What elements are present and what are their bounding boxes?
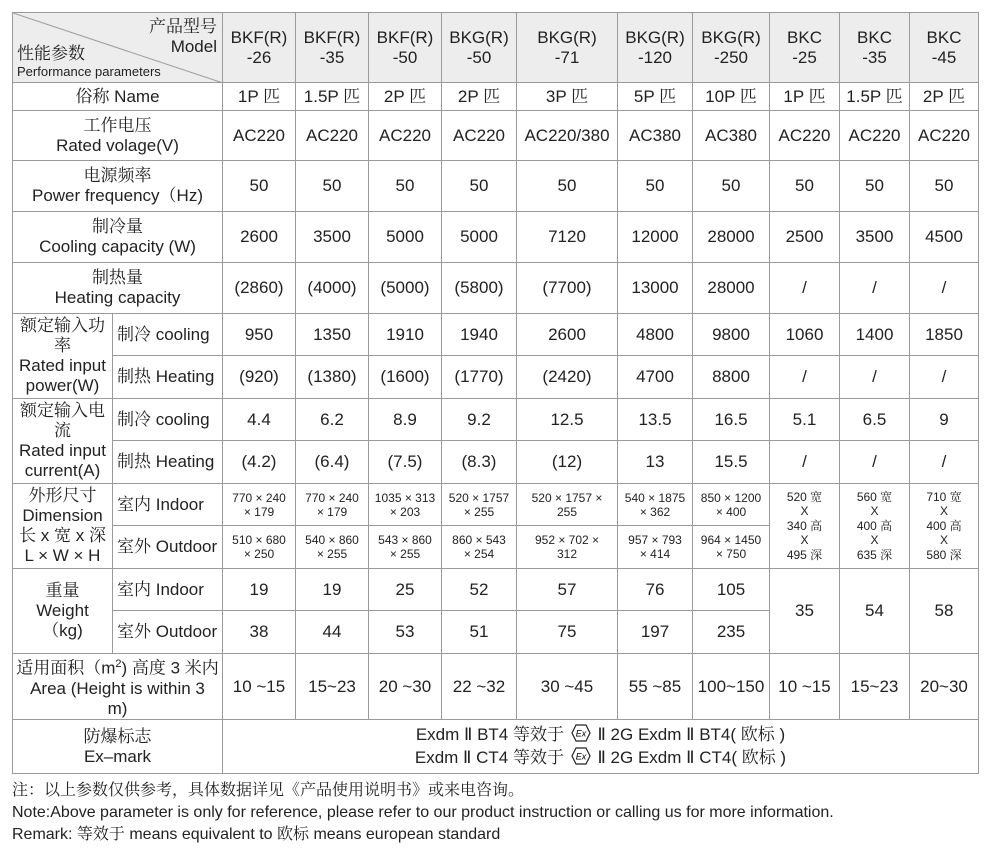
cell: AC220 xyxy=(770,111,840,161)
cell: 5000 xyxy=(369,212,442,263)
cell: (1770) xyxy=(442,356,517,399)
current-cooling-row xyxy=(13,399,979,441)
model-header: BKC -25 xyxy=(770,13,840,83)
cell: 540 × 1875 × 362 xyxy=(618,484,693,526)
model-header: BKG(R) -120 xyxy=(618,13,693,83)
row-label: 额定输入功率 Rated input power(W) xyxy=(13,314,113,399)
cell: 4700 xyxy=(618,356,693,399)
cell: 10 ~15 xyxy=(770,654,840,720)
cell: 19 xyxy=(223,569,296,611)
cell: / xyxy=(910,263,979,314)
cell: 950 xyxy=(223,314,296,356)
sub-label-outdoor: 室外 Outdoor xyxy=(113,526,223,569)
cell: 15~23 xyxy=(840,654,910,720)
cell: 770 × 240 × 179 xyxy=(223,484,296,526)
cell: AC380 xyxy=(618,111,693,161)
sub-label-indoor: 室内 Indoor xyxy=(113,569,223,611)
cell: 50 xyxy=(910,161,979,212)
cell: 30 ~45 xyxy=(517,654,618,720)
cell: 520 宽 X 340 高 X 495 深 xyxy=(770,484,840,569)
cell: 2500 xyxy=(770,212,840,263)
cell: 22 ~32 xyxy=(442,654,517,720)
exmark-cell: Exdm Ⅱ BT4 等效于 Ex Ⅱ 2G Exdm Ⅱ BT4( 欧标 ) Exdm Ⅱ CT4 等效于 Ex Ⅱ 2G Exdm Ⅱ CT4( 欧标 ) xyxy=(223,720,979,774)
cell: / xyxy=(770,441,840,484)
cell: AC220 xyxy=(840,111,910,161)
cell: 710 宽 X 400 高 X 580 深 xyxy=(910,484,979,569)
cell: 57 xyxy=(517,569,618,611)
cell: 15~23 xyxy=(296,654,369,720)
cell: (8.3) xyxy=(442,441,517,484)
cell: 50 xyxy=(840,161,910,212)
notes xyxy=(12,780,978,846)
cell: 952 × 702 × 312 xyxy=(517,526,618,569)
cell: / xyxy=(910,441,979,484)
sub-label-heating: 制热 Heating xyxy=(113,441,223,484)
cell: 1060 xyxy=(770,314,840,356)
model-header: BKC -45 xyxy=(910,13,979,83)
ex-hexagon-icon xyxy=(571,747,591,770)
cell: 3P 匹 xyxy=(517,83,618,111)
header-row xyxy=(13,13,979,83)
row-label: 重量 Weight （kg) xyxy=(13,569,113,654)
cell: (6.4) xyxy=(296,441,369,484)
exmark-row xyxy=(13,720,979,774)
cell: 540 × 860 × 255 xyxy=(296,526,369,569)
cell: 4800 xyxy=(618,314,693,356)
cell: 1940 xyxy=(442,314,517,356)
sub-label-heating: 制热 Heating xyxy=(113,356,223,399)
cell: / xyxy=(840,441,910,484)
cell: AC220 xyxy=(369,111,442,161)
cell: 50 xyxy=(369,161,442,212)
cell: 35 xyxy=(770,569,840,654)
sub-label-cooling: 制冷 cooling xyxy=(113,399,223,441)
cell: 5000 xyxy=(442,212,517,263)
cell: 1P 匹 xyxy=(770,83,840,111)
cell: 1400 xyxy=(840,314,910,356)
cell: 25 xyxy=(369,569,442,611)
cell: 10P 匹 xyxy=(693,83,770,111)
cell: 1350 xyxy=(296,314,369,356)
cell: / xyxy=(770,263,840,314)
cell: (2420) xyxy=(517,356,618,399)
model-header: BKF(R) -26 xyxy=(223,13,296,83)
cell: 54 xyxy=(840,569,910,654)
cell: 50 xyxy=(442,161,517,212)
cell: 520 × 1757 × 255 xyxy=(517,484,618,526)
cell: 560 宽 X 400 高 X 635 深 xyxy=(840,484,910,569)
cell: AC220 xyxy=(296,111,369,161)
row-label: 额定输入电流 Rated input current(A) xyxy=(13,399,113,484)
sub-label-cooling: 制冷 cooling xyxy=(113,314,223,356)
corner-model-label: 产品型号 Model xyxy=(149,17,217,56)
cell: 50 xyxy=(517,161,618,212)
row-label: 适用面积$(m^2)$ 高度 3 米内 Area (Height is within 3 m) xyxy=(13,654,223,720)
cell: AC380 xyxy=(693,111,770,161)
cell: 6.5 xyxy=(840,399,910,441)
cell: / xyxy=(840,263,910,314)
cell: 51 xyxy=(442,611,517,654)
cell: 235 xyxy=(693,611,770,654)
note-en: Note:Above parameter is only for reference, please refer to our product instruction or calling us for more information. xyxy=(12,804,834,821)
remark: Remark: 等效于 means equivalent to 欧标 means european standard xyxy=(12,826,501,843)
cell: 55 ~85 xyxy=(618,654,693,720)
cell: 2600 xyxy=(517,314,618,356)
cell: 50 xyxy=(618,161,693,212)
cell: 38 xyxy=(223,611,296,654)
row-label: 电源频率 Power frequency（Hz) xyxy=(13,161,223,212)
spec-sheet xyxy=(12,12,978,846)
cell: 10 ~15 xyxy=(223,654,296,720)
cell: 100~150 xyxy=(693,654,770,720)
row-label: 俗称 Name xyxy=(13,83,223,111)
cell: 50 xyxy=(693,161,770,212)
cell: AC220/380 xyxy=(517,111,618,161)
cell: 7120 xyxy=(517,212,618,263)
row-label: 外形尺寸 Dimension 长 x 宽 x 深 L × W × H xyxy=(13,484,113,569)
cell: 1.5P 匹 xyxy=(840,83,910,111)
cell: 15.5 xyxy=(693,441,770,484)
row-label: 制冷量 Cooling capacity (W) xyxy=(13,212,223,263)
cell: 1.5P 匹 xyxy=(296,83,369,111)
cell: (4.2) xyxy=(223,441,296,484)
cell: 12000 xyxy=(618,212,693,263)
cell: 197 xyxy=(618,611,693,654)
note-cn: 注：以上参数仅供参考，具体数据详见《产品使用说明书》或来电咨询。 xyxy=(12,782,525,799)
cell: (5800) xyxy=(442,263,517,314)
row-label: 工作电压 Rated volage(V) xyxy=(13,111,223,161)
cell: 75 xyxy=(517,611,618,654)
cell: 860 × 543 × 254 xyxy=(442,526,517,569)
cell: (1600) xyxy=(369,356,442,399)
cell: 3500 xyxy=(840,212,910,263)
power-cooling-row xyxy=(13,314,979,356)
cell: 50 xyxy=(223,161,296,212)
cell: / xyxy=(770,356,840,399)
cell: 1910 xyxy=(369,314,442,356)
cell: 1850 xyxy=(910,314,979,356)
cell: 8.9 xyxy=(369,399,442,441)
weight-indoor-row xyxy=(13,569,979,611)
sub-label-outdoor: 室外 Outdoor xyxy=(113,611,223,654)
cooling-capacity-row xyxy=(13,212,979,263)
model-header: BKG(R) -50 xyxy=(442,13,517,83)
cell: 44 xyxy=(296,611,369,654)
cell: 20~30 xyxy=(910,654,979,720)
cell: 13 xyxy=(618,441,693,484)
cell: (7700) xyxy=(517,263,618,314)
model-header: BKC -35 xyxy=(840,13,910,83)
cell: 850 × 1200 × 400 xyxy=(693,484,770,526)
svg-text:Ex: Ex xyxy=(575,728,586,738)
cell: 1035 × 313 × 203 xyxy=(369,484,442,526)
cell: 9.2 xyxy=(442,399,517,441)
header-corner xyxy=(13,13,223,83)
ex-hexagon-icon xyxy=(571,724,591,747)
performance-table xyxy=(12,12,979,774)
cell: 28000 xyxy=(693,212,770,263)
cell: 1P 匹 xyxy=(223,83,296,111)
model-header: BKF(R) -35 xyxy=(296,13,369,83)
cell: AC220 xyxy=(223,111,296,161)
cell: 105 xyxy=(693,569,770,611)
cell: 20 ~30 xyxy=(369,654,442,720)
cell: 2P 匹 xyxy=(369,83,442,111)
cell: (4000) xyxy=(296,263,369,314)
corner-performance-label: 性能参数 Performance parameters xyxy=(17,44,161,79)
cell: (12) xyxy=(517,441,618,484)
cell: 58 xyxy=(910,569,979,654)
cell: (5000) xyxy=(369,263,442,314)
cell: 957 × 793 × 414 xyxy=(618,526,693,569)
cell: 2P 匹 xyxy=(910,83,979,111)
cell: 4500 xyxy=(910,212,979,263)
model-header: BKG(R) -250 xyxy=(693,13,770,83)
cell: 12.5 xyxy=(517,399,618,441)
cell: 50 xyxy=(296,161,369,212)
cell: 13.5 xyxy=(618,399,693,441)
cell: AC220 xyxy=(910,111,979,161)
cell: 13000 xyxy=(618,263,693,314)
area-row xyxy=(13,654,979,720)
row-label: 防爆标志 Ex–mark xyxy=(13,720,223,774)
sub-label-indoor: 室内 Indoor xyxy=(113,484,223,526)
power-heating-row xyxy=(13,356,979,399)
cell: 964 × 1450 × 750 xyxy=(693,526,770,569)
row-label: 制热量 Heating capacity xyxy=(13,263,223,314)
cell: 28000 xyxy=(693,263,770,314)
cell: 53 xyxy=(369,611,442,654)
cell: AC220 xyxy=(442,111,517,161)
model-header: BKF(R) -50 xyxy=(369,13,442,83)
current-heating-row xyxy=(13,441,979,484)
cell: (7.5) xyxy=(369,441,442,484)
voltage-row xyxy=(13,111,979,161)
cell: (920) xyxy=(223,356,296,399)
cell: 8800 xyxy=(693,356,770,399)
cell: 76 xyxy=(618,569,693,611)
cell: 50 xyxy=(770,161,840,212)
cell: 5.1 xyxy=(770,399,840,441)
cell: 6.2 xyxy=(296,399,369,441)
cell: 543 × 860 × 255 xyxy=(369,526,442,569)
cell: / xyxy=(840,356,910,399)
cell: 4.4 xyxy=(223,399,296,441)
cell: 2P 匹 xyxy=(442,83,517,111)
cell: 5P 匹 xyxy=(618,83,693,111)
name-row xyxy=(13,83,979,111)
dimension-indoor-row xyxy=(13,484,979,526)
cell: 9800 xyxy=(693,314,770,356)
frequency-row xyxy=(13,161,979,212)
svg-text:Ex: Ex xyxy=(575,751,586,761)
cell: 2600 xyxy=(223,212,296,263)
heating-capacity-row xyxy=(13,263,979,314)
cell: (1380) xyxy=(296,356,369,399)
cell: 510 × 680 × 250 xyxy=(223,526,296,569)
cell: 3500 xyxy=(296,212,369,263)
cell: 19 xyxy=(296,569,369,611)
cell: 52 xyxy=(442,569,517,611)
cell: 16.5 xyxy=(693,399,770,441)
cell: 520 × 1757 × 255 xyxy=(442,484,517,526)
model-header: BKG(R) -71 xyxy=(517,13,618,83)
cell: (2860) xyxy=(223,263,296,314)
cell: 9 xyxy=(910,399,979,441)
cell: 770 × 240 × 179 xyxy=(296,484,369,526)
cell: / xyxy=(910,356,979,399)
